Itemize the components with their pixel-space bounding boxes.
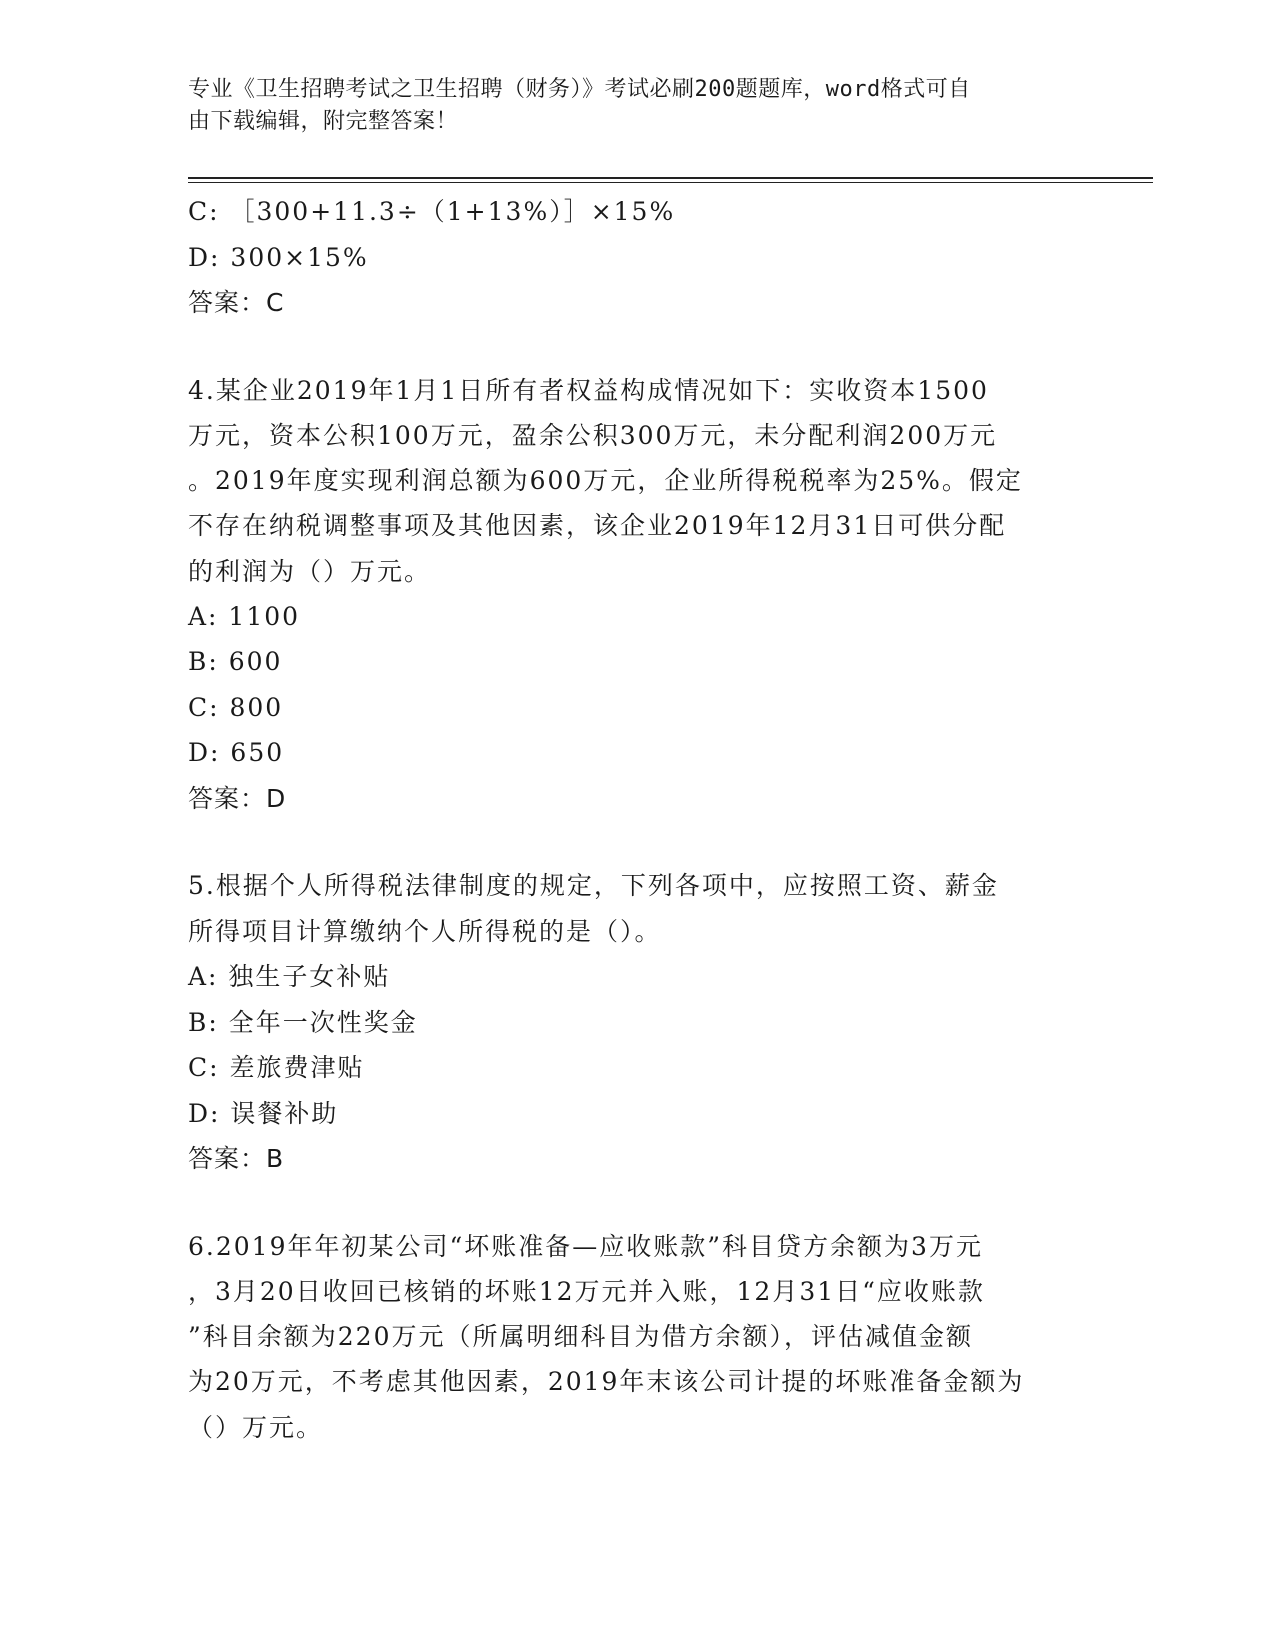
answer-line: 答案：D — [188, 783, 287, 813]
option-d: D: 300×15% — [188, 242, 369, 272]
question-text-line: 6.2019年年初某公司“坏账准备—应收账款”科目贷方余额为3万元 — [188, 1231, 983, 1261]
document-header — [188, 74, 1068, 138]
header-divider-thin — [188, 182, 1153, 183]
question-text-line: 4.某企业2019年1月1日所有者权益构成情况如下：实收资本1500 — [188, 375, 989, 405]
answer-line: 答案：C — [188, 288, 285, 317]
question-text — [188, 863, 1088, 954]
header-line-2: 由下载编辑，附完整答案！ — [188, 109, 459, 134]
question-spacer — [188, 1182, 1088, 1224]
header-divider-thick — [188, 177, 1153, 179]
question-text-line: ，3月20日收回已核销的坏账12万元并入账，12月31日“应收账款 — [188, 1276, 985, 1306]
option-d: D: 650 — [188, 738, 285, 768]
option-c: C: ［300+11.3÷（1+13%）］×15% — [188, 197, 676, 226]
question-4 — [188, 368, 1088, 822]
question-5 — [188, 863, 1088, 1181]
question-spacer — [188, 326, 1088, 368]
question-text-line: 所得项目计算缴纳个人所得税的是（）。 — [188, 916, 662, 946]
question-text-line: 不存在纳税调整事项及其他因素，该企业2019年12月31日可供分配 — [188, 511, 1007, 541]
document-body — [188, 189, 1088, 1450]
option-b: B: 全年一次性奖金 — [188, 1007, 418, 1037]
question-spacer — [188, 821, 1088, 863]
option-c: C: 800 — [188, 692, 284, 722]
question-3-tail — [188, 189, 1088, 326]
question-text — [188, 368, 1088, 594]
question-text-line: 万元，资本公积100万元，盈余公积300万元，未分配利润200万元 — [188, 420, 998, 450]
question-text — [188, 1224, 1088, 1450]
option-b: B: 600 — [188, 647, 283, 677]
answer-line: 答案：B — [188, 1144, 285, 1174]
option-d: D: 误餐补助 — [188, 1098, 339, 1128]
question-text-line: 。2019年度实现利润总额为600万元，企业所得税税率为25%。假定 — [188, 466, 1023, 496]
question-text-line: 为20万元，不考虑其他因素，2019年末该公司计提的坏账准备金额为 — [188, 1367, 1025, 1397]
question-text-line: 的利润为（）万元。 — [188, 556, 432, 586]
question-6 — [188, 1224, 1088, 1450]
option-c: C: 差旅费津贴 — [188, 1053, 365, 1083]
header-line-1: 专业《卫生招聘考试之卫生招聘（财务）》考试必刷200题题库，word格式可自 — [188, 77, 971, 102]
option-a: A: 独生子女补贴 — [188, 962, 391, 992]
option-a: A: 1100 — [188, 601, 301, 631]
question-text-line: （）万元。 — [188, 1412, 324, 1442]
question-text-line: ”科目余额为220万元（所属明细科目为借方余额），评估减值金额 — [188, 1322, 974, 1352]
question-text-line: 5.根据个人所得税法律制度的规定，下列各项中，应按照工资、薪金 — [188, 871, 999, 901]
